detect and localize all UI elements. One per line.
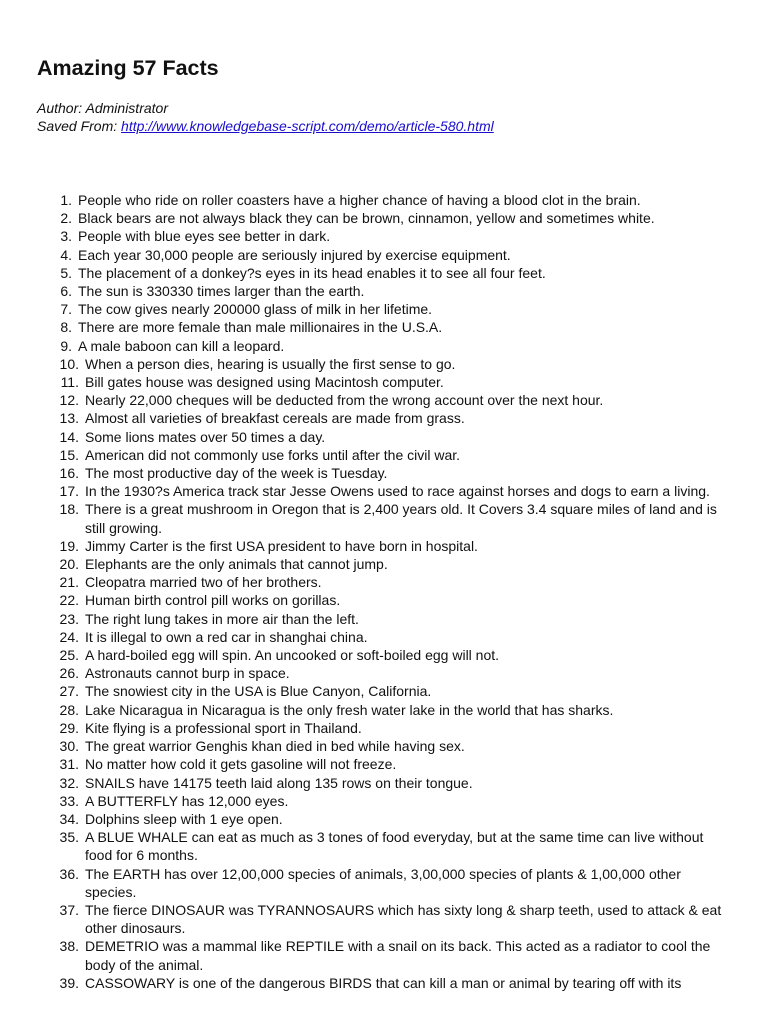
- fact-item: [0, 500, 768, 536]
- fact-number: 11.: [60, 374, 79, 391]
- fact-number: 19.: [59, 537, 79, 554]
- fact-item: [0, 828, 768, 864]
- fact-text: Elephants are the only animals that cannot jump.: [85, 556, 388, 573]
- author-line: Author: Administrator: [37, 100, 168, 116]
- fact-number: 18.: [59, 501, 79, 518]
- fact-text: People who ride on roller coasters have a higher chance of having a blood clot in the brain.: [78, 192, 641, 208]
- fact-text: Astronauts cannot burp in space.: [85, 665, 290, 682]
- fact-item: [0, 737, 768, 755]
- fact-text: No matter how cold it gets gasoline will not freeze.: [85, 756, 397, 773]
- fact-number: 16.: [59, 465, 79, 482]
- fact-text: Cleopatra married two of her brothers.: [85, 574, 322, 591]
- fact-text: Bill gates house was designed using Macintosh computer.: [85, 374, 444, 391]
- fact-text: When a person dies, hearing is usually the first sense to go.: [85, 355, 456, 372]
- fact-text: A BLUE WHALE can eat as much as 3 tones of food everyday, but at the same time can live without food for 6 months.: [85, 829, 704, 864]
- fact-text: A hard-boiled egg will spin. An uncooked or soft-boiled egg will not.: [85, 647, 500, 664]
- fact-number: 20.: [59, 556, 79, 573]
- fact-item: [0, 409, 768, 427]
- fact-text: The right lung takes in more air than the left.: [85, 610, 359, 627]
- fact-item: [0, 865, 768, 901]
- fact-number: 4.: [60, 246, 72, 263]
- fact-number: 14.: [59, 428, 79, 445]
- fact-text: The sun is 330330 times larger than the earth.: [78, 283, 365, 300]
- fact-item: [0, 610, 768, 628]
- fact-number: 10.: [59, 355, 79, 372]
- fact-item: [0, 591, 768, 609]
- saved-from-line: [37, 117, 494, 135]
- fact-item: [0, 573, 768, 591]
- fact-number: 7.: [60, 301, 72, 318]
- fact-number: 13.: [59, 410, 79, 427]
- fact-number: 21.: [59, 574, 79, 591]
- fact-number: 3.: [60, 228, 72, 245]
- fact-number: 15.: [59, 446, 79, 463]
- fact-item: [0, 300, 768, 318]
- fact-item: [0, 246, 768, 264]
- fact-text: Nearly 22,000 cheques will be deducted from the wrong account over the next hour.: [85, 392, 604, 409]
- fact-item: [0, 391, 768, 409]
- fact-number: 38.: [59, 938, 79, 955]
- fact-item: [0, 719, 768, 737]
- fact-number: 32.: [59, 774, 79, 791]
- fact-item: [0, 227, 768, 245]
- fact-text: SNAILS have 14175 teeth laid along 135 rows on their tongue.: [85, 774, 473, 791]
- fact-item: [0, 628, 768, 646]
- fact-text: The EARTH has over 12,00,000 species of animals, 3,00,000 species of plants & 1,00,000 other species.: [85, 865, 681, 900]
- fact-item: [0, 974, 768, 992]
- fact-item: [0, 901, 768, 937]
- fact-item: [0, 355, 768, 373]
- fact-item: [0, 446, 768, 464]
- document-title: Amazing 57 Facts: [37, 56, 219, 80]
- fact-text: DEMETRIO was a mammal like REPTILE with a snail on its back. This acted as a radiator to cool the body of the animal.: [85, 938, 711, 973]
- fact-text: Black bears are not always black they can be brown, cinnamon, yellow and sometimes white.: [78, 210, 655, 227]
- fact-item: [0, 755, 768, 773]
- fact-number: 27.: [59, 683, 79, 700]
- fact-item: [0, 555, 768, 573]
- fact-text: Jimmy Carter is the first USA president to have born in hospital.: [85, 537, 478, 554]
- fact-number: 8.: [60, 319, 72, 336]
- fact-item: [0, 282, 768, 300]
- fact-text: Each year 30,000 people are seriously injured by exercise equipment.: [78, 246, 511, 263]
- fact-item: [0, 428, 768, 446]
- fact-text: Human birth control pill works on gorillas.: [85, 592, 341, 609]
- fact-item: [0, 937, 768, 973]
- fact-text: The cow gives nearly 200000 glass of milk in her lifetime.: [78, 301, 433, 318]
- fact-text: There are more female than male millionaires in the U.S.A.: [78, 319, 443, 336]
- fact-item: [0, 646, 768, 664]
- fact-number: 9.: [60, 337, 72, 354]
- fact-item: [0, 682, 768, 700]
- fact-number: 37.: [59, 901, 79, 918]
- fact-number: 5.: [60, 264, 72, 281]
- fact-number: 23.: [59, 610, 79, 627]
- fact-item: [0, 537, 768, 555]
- fact-item: [0, 774, 768, 792]
- fact-text: A BUTTERFLY has 12,000 eyes.: [85, 792, 289, 809]
- fact-item: [0, 191, 768, 209]
- fact-item: [0, 664, 768, 682]
- fact-number: 28.: [59, 701, 79, 718]
- document-meta: [37, 99, 494, 135]
- fact-number: 25.: [59, 647, 79, 664]
- fact-text: Kite flying is a professional sport in Thailand.: [85, 719, 362, 736]
- fact-text: It is illegal to own a red car in shanghai china.: [85, 628, 368, 645]
- fact-number: 6.: [60, 283, 72, 300]
- facts-list: [0, 191, 768, 992]
- fact-item: [0, 810, 768, 828]
- fact-text: The fierce DINOSAUR was TYRANNOSAURS which has sixty long & sharp teeth, used to attack & eat other dinosaurs.: [85, 901, 722, 937]
- fact-text: Dolphins sleep with 1 eye open.: [85, 810, 283, 827]
- fact-item: [0, 337, 768, 355]
- fact-number: 24.: [59, 628, 79, 645]
- fact-number: 12.: [59, 392, 79, 409]
- fact-number: 34.: [59, 810, 79, 827]
- fact-item: [0, 792, 768, 810]
- fact-number: 26.: [59, 665, 79, 682]
- fact-item: [0, 464, 768, 482]
- fact-text: People with blue eyes see better in dark.: [78, 228, 331, 245]
- fact-text: The snowiest city in the USA is Blue Canyon, California.: [85, 683, 432, 700]
- fact-text: There is a great mushroom in Oregon that is 2,400 years old. It Covers 3.4 square miles of land and is still growing.: [85, 501, 717, 536]
- fact-number: 1.: [60, 192, 72, 208]
- fact-text: Some lions mates over 50 times a day.: [85, 428, 326, 445]
- fact-number: 17.: [59, 483, 79, 500]
- fact-text: CASSOWARY is one of the dangerous BIRDS that can kill a man or animal by tearing off with its: [85, 974, 682, 991]
- fact-text: The most productive day of the week is Tuesday.: [85, 465, 388, 482]
- fact-item: [0, 318, 768, 336]
- fact-number: 30.: [59, 738, 79, 755]
- fact-number: 22.: [59, 592, 79, 609]
- fact-item: [0, 373, 768, 391]
- fact-item: [0, 482, 768, 500]
- fact-item: [0, 264, 768, 282]
- fact-item: [0, 701, 768, 719]
- fact-item: [0, 209, 768, 227]
- fact-number: 31.: [59, 756, 79, 773]
- fact-text: Almost all varieties of breakfast cereals are made from grass.: [85, 410, 465, 427]
- fact-number: 29.: [59, 719, 79, 736]
- fact-text: Lake Nicaragua in Nicaragua is the only fresh water lake in the world that has sharks.: [85, 701, 614, 718]
- fact-text: A male baboon can kill a leopard.: [78, 337, 285, 354]
- fact-number: 2.: [60, 210, 72, 227]
- fact-text: American did not commonly use forks until after the civil war.: [85, 446, 461, 463]
- fact-text: The great warrior Genghis khan died in bed while having sex.: [85, 738, 465, 755]
- fact-number: 39.: [59, 974, 79, 991]
- fact-number: 33.: [59, 792, 79, 809]
- saved-from-link[interactable]: http://www.knowledgebase-script.com/demo/article-580.html: [121, 118, 494, 134]
- saved-from-label: Saved From:: [37, 118, 122, 134]
- fact-text: In the 1930?s America track star Jesse Owens used to race against horses and dogs to earn a living.: [85, 483, 710, 500]
- fact-number: 35.: [59, 829, 79, 846]
- fact-text: The placement of a donkey?s eyes in its head enables it to see all four feet.: [78, 264, 546, 281]
- fact-number: 36.: [59, 865, 79, 882]
